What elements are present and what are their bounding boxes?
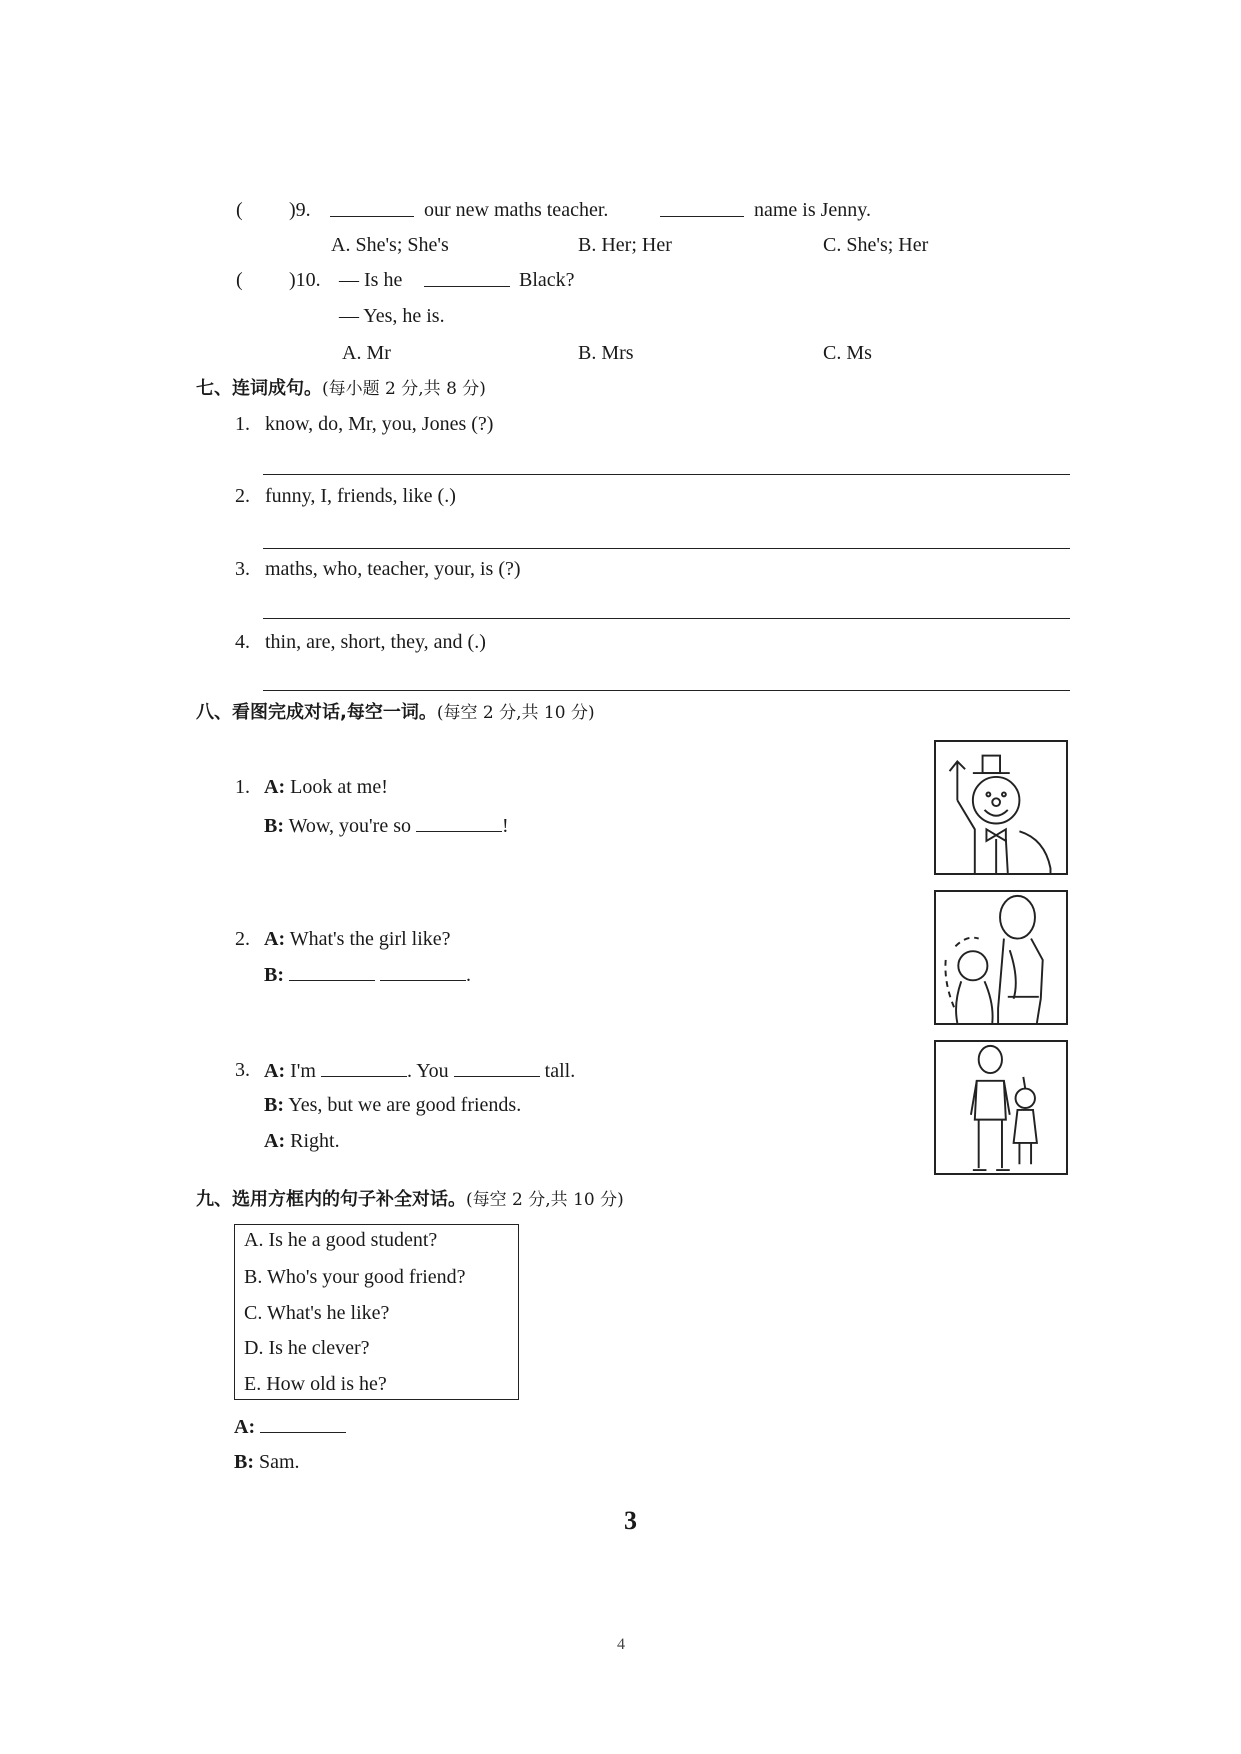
item-number: 4. (235, 631, 250, 653)
answer-line (263, 690, 1070, 691)
question-text: our new maths teacher. (424, 199, 609, 221)
section-score: (每小题 2 分,共 8 分) (322, 379, 486, 399)
question-text: Black? (519, 269, 575, 291)
dialog-line (234, 1414, 346, 1439)
option-c: C. Ms (823, 342, 872, 364)
dialog-text: What's the girl like? (289, 928, 451, 950)
dialog-text: Look at me! (290, 776, 388, 798)
dialog-number: 1. (235, 776, 250, 798)
speaker: A: (264, 1130, 286, 1152)
dialog-text: Wow, you're so (288, 815, 411, 837)
dialog-line (264, 1129, 340, 1153)
box-option: E. How old is he? (244, 1373, 387, 1395)
answer-line (263, 618, 1070, 619)
dialog-line (264, 813, 509, 838)
answer-paren: ( (236, 269, 243, 291)
clown-picture (934, 740, 1068, 875)
dialog-line (234, 1450, 300, 1474)
speaker: A: (234, 1416, 256, 1438)
option-b: B. Her; Her (578, 234, 672, 256)
answer-blank (424, 268, 510, 293)
answer-blank (289, 962, 375, 981)
dialog-text: Sam. (259, 1451, 300, 1473)
footer-page-number: 4 (617, 1636, 625, 1653)
dialog-line (264, 775, 388, 799)
page-number: 3 (624, 1506, 637, 1535)
dialog-text: tall. (544, 1060, 576, 1082)
answer-paren: ( (236, 199, 243, 221)
dialog-line (264, 1058, 575, 1083)
question-number: )9. (289, 199, 311, 221)
dialog-line (264, 1093, 521, 1117)
item-words: know, do, Mr, you, Jones (?) (265, 413, 494, 435)
box-option: B. Who's your good friend? (244, 1266, 466, 1288)
speaker: B: (264, 1094, 284, 1116)
dialog-number: 2. (235, 928, 250, 950)
question-text: — Is he (339, 269, 403, 291)
box-option: D. Is he clever? (244, 1337, 370, 1359)
dialog-text: Yes, but we are good friends. (288, 1094, 522, 1116)
section-score: (每空 2 分,共 10 分) (436, 703, 595, 723)
dialog-line (264, 927, 451, 951)
section-7-heading (196, 377, 486, 401)
speaker: A: (264, 928, 286, 950)
tall-man-and-short-girl-picture (934, 1040, 1068, 1175)
item-number: 2. (235, 485, 250, 507)
speaker: B: (264, 964, 284, 986)
box-option: C. What's he like? (244, 1302, 390, 1324)
answer-blank (416, 813, 502, 832)
answer-blank (260, 1414, 346, 1433)
dialog-text: I'm (290, 1060, 316, 1082)
item-number: 1. (235, 413, 250, 435)
item-words: maths, who, teacher, your, is (?) (265, 558, 521, 580)
punct: ! (501, 815, 509, 837)
dialog-number: 3. (235, 1059, 250, 1081)
reply-text: — Yes, he is. (339, 305, 445, 327)
item-number: 3. (235, 558, 250, 580)
answer-blank (380, 962, 466, 981)
answer-blank (660, 198, 744, 223)
item-words: funny, I, friends, like (.) (265, 485, 456, 507)
answer-blank (321, 1058, 407, 1077)
section-title: 七、连词成句。 (196, 378, 322, 399)
section-title: 九、选用方框内的句子补全对话。 (196, 1189, 466, 1210)
option-a: A. She's; She's (331, 234, 449, 256)
box-option: A. Is he a good student? (244, 1229, 438, 1251)
answer-line (263, 548, 1070, 549)
speaker: B: (234, 1451, 254, 1473)
answer-blank (330, 198, 414, 223)
option-a: A. Mr (342, 342, 391, 364)
dialog-text: Right. (290, 1130, 340, 1152)
dialog-line (264, 962, 471, 987)
option-b: B. Mrs (578, 342, 634, 364)
section-title: 八、看图完成对话,每空一词。 (196, 702, 437, 723)
speaker: A: (264, 776, 286, 798)
punct: . (466, 964, 471, 986)
section-score: (每空 2 分,共 10 分) (466, 1190, 624, 1210)
answer-blank (454, 1058, 540, 1077)
question-number: )10. (289, 269, 321, 291)
section-8-heading (196, 701, 595, 725)
answer-line (263, 474, 1070, 475)
section-9-heading (196, 1188, 624, 1212)
option-c: C. She's; Her (823, 234, 929, 256)
speaker: B: (264, 815, 284, 837)
item-words: thin, are, short, they, and (.) (265, 631, 486, 653)
dialog-text: . You (406, 1060, 449, 1082)
woman-and-girl-picture (934, 890, 1068, 1025)
question-text: name is Jenny. (754, 199, 872, 221)
speaker: A: (264, 1060, 286, 1082)
